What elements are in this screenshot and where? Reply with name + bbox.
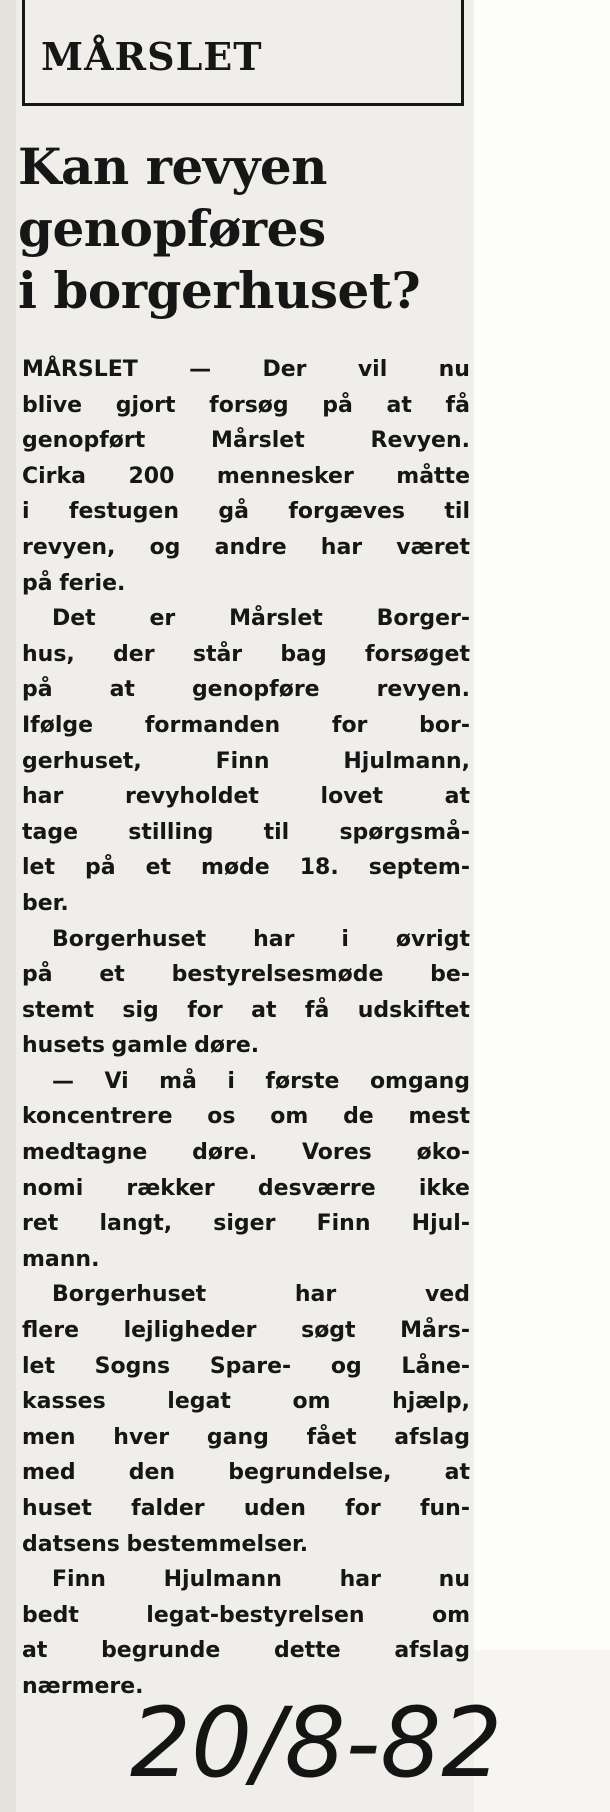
article-word: gang bbox=[206, 1424, 269, 1450]
article-word: stilling bbox=[128, 819, 214, 845]
article-word: vil bbox=[357, 357, 388, 382]
article-word: har bbox=[320, 534, 363, 560]
article-word: et bbox=[99, 962, 125, 988]
article-word: Borgerhuset bbox=[52, 926, 207, 952]
headline bbox=[18, 136, 474, 322]
article-word: i bbox=[227, 1068, 235, 1094]
article-line bbox=[22, 459, 470, 495]
article-word: os bbox=[207, 1104, 236, 1130]
article-word: Vores bbox=[301, 1140, 372, 1166]
article-line bbox=[22, 1313, 470, 1349]
article-word: flere bbox=[22, 1318, 79, 1344]
article-body bbox=[22, 352, 470, 1705]
article-word: er bbox=[149, 606, 176, 632]
article-word: Det bbox=[52, 606, 96, 632]
article-word: Finn bbox=[316, 1211, 371, 1237]
kicker-box bbox=[22, 0, 464, 106]
article-word: langt, bbox=[99, 1211, 173, 1237]
article-word: et bbox=[145, 855, 172, 881]
article-word: i bbox=[22, 499, 30, 525]
article-word: til bbox=[263, 819, 290, 845]
article-word: festugen bbox=[68, 499, 180, 525]
article-word: forsøget bbox=[365, 641, 470, 667]
article-word: står bbox=[192, 641, 243, 667]
article-word: må bbox=[159, 1068, 197, 1094]
article-line bbox=[22, 1277, 470, 1313]
article-word: revyholdet bbox=[124, 784, 259, 810]
article-word: ferie. bbox=[59, 570, 126, 596]
article-word: forgæves bbox=[288, 499, 406, 525]
article-line bbox=[22, 1633, 470, 1669]
article-word: øko- bbox=[416, 1140, 470, 1166]
article-word: for bbox=[345, 1496, 381, 1521]
article-line bbox=[22, 1491, 470, 1527]
article-word: falder bbox=[131, 1496, 205, 1521]
article-word: hver bbox=[113, 1424, 170, 1450]
article-line bbox=[22, 1099, 470, 1135]
article-word: Mårslet bbox=[229, 606, 323, 632]
article-word: gå bbox=[218, 499, 249, 525]
article-word: på bbox=[22, 962, 53, 988]
article-word: for bbox=[331, 712, 368, 738]
article-line bbox=[22, 352, 470, 388]
article-line bbox=[22, 1206, 470, 1242]
article-word: gamle bbox=[111, 1033, 188, 1059]
article-line bbox=[22, 1598, 470, 1634]
article-word: — bbox=[189, 357, 212, 382]
article-line bbox=[22, 708, 470, 744]
article-word: rækker bbox=[126, 1175, 215, 1201]
article-word: kasses bbox=[22, 1389, 106, 1415]
article-word: sig bbox=[122, 997, 159, 1023]
article-word: udskiftet bbox=[357, 997, 470, 1023]
article-word: gjort bbox=[115, 392, 176, 418]
article-word: og bbox=[149, 534, 181, 560]
article-word: begrunde bbox=[101, 1638, 221, 1664]
article-word: siger bbox=[213, 1211, 276, 1237]
article-line bbox=[22, 1242, 470, 1278]
article-word: på bbox=[22, 570, 53, 596]
article-word: om bbox=[270, 1104, 309, 1130]
article-word: genopføre bbox=[191, 677, 320, 703]
article-line bbox=[22, 1420, 470, 1456]
article-word: septem- bbox=[368, 855, 470, 881]
headline-line: genopføres bbox=[18, 199, 326, 258]
article-word: at bbox=[251, 997, 277, 1023]
article-word: om bbox=[292, 1389, 331, 1415]
article-word: på bbox=[322, 392, 353, 418]
article-word: med bbox=[22, 1460, 76, 1486]
article-word: Borgerhuset bbox=[52, 1282, 207, 1308]
article-word: at bbox=[22, 1638, 48, 1664]
article-line bbox=[22, 1527, 470, 1563]
article-word: for bbox=[187, 997, 223, 1023]
article-line bbox=[22, 993, 470, 1029]
article-word: blive bbox=[22, 392, 83, 418]
article-word: Hjulmann, bbox=[343, 748, 470, 774]
article-line bbox=[22, 566, 470, 602]
article-word: ber. bbox=[22, 890, 69, 916]
article-line bbox=[22, 957, 470, 993]
article-word: mennesker bbox=[216, 463, 354, 489]
article-word: spørgsmå- bbox=[339, 819, 470, 845]
article-line bbox=[22, 1455, 470, 1491]
article-word: nu bbox=[438, 357, 470, 382]
article-word: dette bbox=[274, 1638, 341, 1664]
article-word: har bbox=[253, 926, 295, 952]
headline-line: Kan revyen bbox=[18, 137, 328, 196]
article-line bbox=[22, 779, 470, 815]
article-word: husets bbox=[22, 1033, 105, 1059]
article-word: revyen, bbox=[22, 534, 116, 560]
newspaper-clipping bbox=[16, 0, 474, 1812]
article-word: huset bbox=[22, 1496, 92, 1521]
article-word: Mårslet bbox=[211, 428, 305, 454]
article-word: bestyrelsesmøde bbox=[171, 962, 384, 988]
article-word: ved bbox=[424, 1282, 470, 1308]
article-line bbox=[22, 423, 470, 459]
article-line bbox=[22, 494, 470, 530]
article-word: at bbox=[444, 1460, 470, 1486]
article-word: afslag bbox=[394, 1424, 470, 1450]
article-line bbox=[22, 388, 470, 424]
article-word: koncentrere bbox=[22, 1104, 173, 1130]
article-word: Cirka bbox=[22, 463, 87, 489]
article-word: revyen. bbox=[376, 677, 470, 703]
article-word: at bbox=[109, 677, 135, 703]
article-word: desværre bbox=[257, 1175, 376, 1201]
article-word: få bbox=[304, 997, 330, 1023]
article-line bbox=[22, 1064, 470, 1100]
article-word: Borger- bbox=[376, 606, 470, 632]
article-word: Mårs- bbox=[400, 1318, 470, 1344]
article-word: let bbox=[22, 855, 55, 881]
article-word: den bbox=[128, 1460, 176, 1486]
article-word: nærmere. bbox=[22, 1673, 144, 1699]
article-word: at bbox=[386, 392, 412, 418]
article-line bbox=[22, 1135, 470, 1171]
article-word: ikke bbox=[418, 1175, 470, 1201]
article-word: MÅRSLET bbox=[22, 357, 138, 382]
article-word: på bbox=[22, 677, 53, 703]
article-word: uden bbox=[243, 1496, 306, 1521]
article-word: har bbox=[294, 1282, 337, 1308]
article-word: har bbox=[22, 784, 64, 810]
article-word: formanden bbox=[144, 712, 281, 738]
article-word: været bbox=[396, 534, 470, 560]
article-line bbox=[22, 886, 470, 922]
article-line bbox=[22, 637, 470, 673]
handwritten-date bbox=[130, 1666, 590, 1806]
article-word: Hjulmann bbox=[163, 1567, 282, 1593]
article-line bbox=[22, 601, 470, 637]
article-word: stemt bbox=[22, 997, 94, 1023]
article-word: bag bbox=[280, 641, 327, 667]
article-word: døre. bbox=[194, 1033, 260, 1059]
article-word: der bbox=[113, 641, 155, 667]
article-word: legat bbox=[167, 1389, 231, 1415]
article-word: Ifølge bbox=[22, 712, 94, 738]
article-line bbox=[22, 922, 470, 958]
article-word: måtte bbox=[396, 463, 470, 489]
article-word: fun- bbox=[419, 1496, 470, 1521]
article-word: andre bbox=[214, 534, 287, 560]
article-word: mann. bbox=[22, 1246, 100, 1272]
article-word: Sogns bbox=[94, 1353, 171, 1379]
article-word: om bbox=[431, 1602, 470, 1628]
article-line bbox=[22, 815, 470, 851]
article-word: nu bbox=[438, 1567, 470, 1593]
article-word: bestemmelser. bbox=[126, 1531, 309, 1557]
section-kicker: MÅRSLET bbox=[41, 34, 263, 79]
article-word: ret bbox=[22, 1211, 59, 1237]
article-word: hus, bbox=[22, 641, 75, 667]
article-word: i bbox=[341, 926, 349, 952]
article-word: lovet bbox=[320, 784, 383, 810]
article-line bbox=[22, 530, 470, 566]
article-word: bor- bbox=[419, 712, 470, 738]
article-word: genopført bbox=[22, 428, 146, 454]
article-word: legat-bestyrelsen bbox=[146, 1602, 365, 1628]
article-word: datsens bbox=[22, 1531, 120, 1557]
handwritten-date-text: 20/8-82 bbox=[130, 1687, 503, 1799]
article-word: mest bbox=[408, 1104, 470, 1130]
article-word: til bbox=[444, 499, 470, 525]
article-word: på bbox=[84, 855, 116, 881]
article-word: Spare- bbox=[209, 1353, 292, 1379]
article-word: søgt bbox=[301, 1318, 356, 1344]
article-word: øvrigt bbox=[395, 926, 470, 952]
article-word: Vi bbox=[104, 1068, 129, 1094]
article-word: få bbox=[445, 392, 470, 418]
article-line bbox=[22, 1562, 470, 1598]
article-word: gerhuset, bbox=[22, 748, 142, 774]
article-line bbox=[22, 672, 470, 708]
article-word: medtagne bbox=[22, 1140, 148, 1166]
article-word: tage bbox=[22, 819, 79, 845]
article-word: be- bbox=[430, 962, 470, 988]
article-line bbox=[22, 1028, 470, 1064]
article-word: døre. bbox=[192, 1140, 258, 1166]
article-word: lejligheder bbox=[123, 1318, 257, 1344]
article-word: Finn bbox=[52, 1567, 106, 1593]
article-word: omgang bbox=[369, 1068, 470, 1094]
article-word: at bbox=[444, 784, 470, 810]
article-word: nomi bbox=[22, 1175, 84, 1201]
article-word: 18. bbox=[299, 855, 339, 881]
article-line bbox=[22, 744, 470, 780]
article-word: har bbox=[339, 1567, 381, 1593]
article-word: Revyen. bbox=[370, 428, 470, 454]
article-word: bedt bbox=[22, 1602, 79, 1628]
scan-edge bbox=[0, 0, 16, 1812]
article-word: de bbox=[343, 1104, 374, 1130]
article-word: Hjul- bbox=[411, 1211, 470, 1237]
article-word: let bbox=[22, 1353, 55, 1379]
article-line bbox=[22, 850, 470, 886]
article-word: fået bbox=[306, 1424, 357, 1450]
article-word: møde bbox=[201, 855, 270, 881]
article-line bbox=[22, 1384, 470, 1420]
headline-line: i borgerhuset? bbox=[18, 261, 421, 320]
article-word: afslag bbox=[394, 1638, 470, 1664]
article-word: Låne- bbox=[401, 1353, 470, 1379]
article-word: Finn bbox=[215, 748, 270, 774]
article-word: 200 bbox=[128, 463, 175, 489]
article-word: men bbox=[22, 1424, 76, 1450]
article-word: hjælp, bbox=[392, 1389, 470, 1415]
paper-backing bbox=[474, 0, 610, 1650]
article-word: Der bbox=[262, 357, 307, 382]
article-line bbox=[22, 1349, 470, 1385]
article-word: — bbox=[52, 1068, 74, 1094]
article-line bbox=[22, 1171, 470, 1207]
article-word: og bbox=[330, 1353, 362, 1379]
article-word: forsøg bbox=[209, 392, 289, 418]
article-word: første bbox=[265, 1068, 340, 1094]
article-word: begrundelse, bbox=[228, 1460, 392, 1486]
